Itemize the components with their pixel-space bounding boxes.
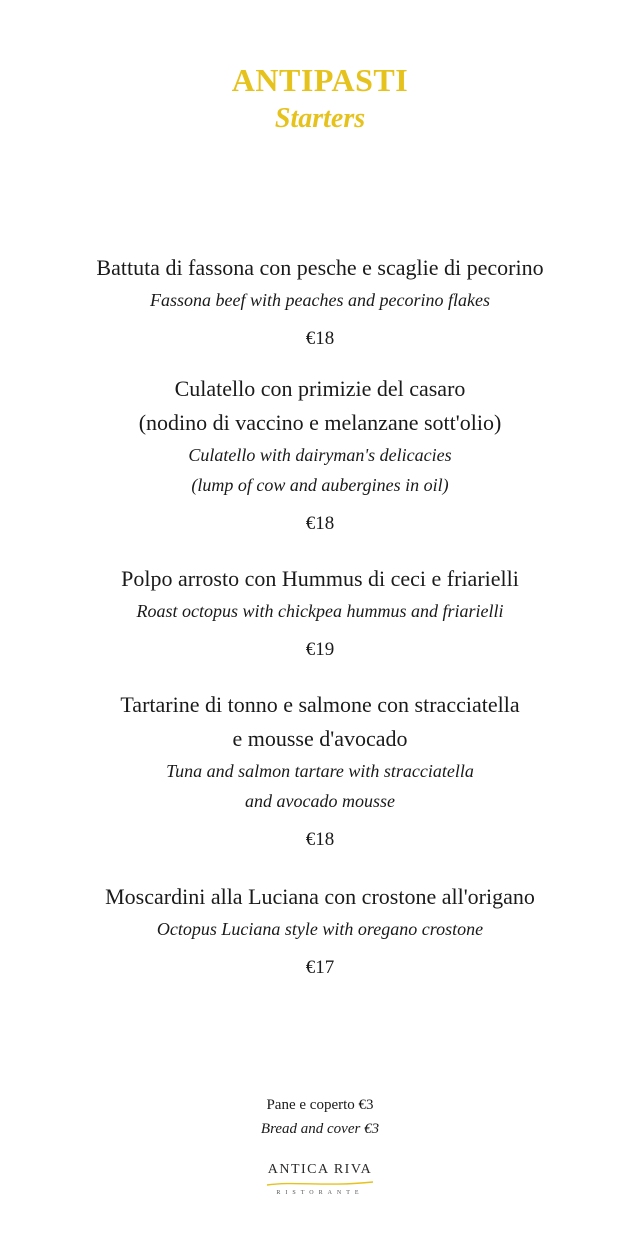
menu-item — [0, 372, 640, 539]
dish-price: €19 — [305, 639, 335, 660]
menu-item — [0, 688, 640, 855]
cover-charge-italian: Pane e coperto €3 — [266, 1097, 374, 1113]
menu-item — [0, 562, 640, 665]
logo-name: ANTICA RIVA — [267, 1162, 373, 1177]
menu-header — [0, 60, 640, 136]
dish-name-italian: Moscardini alla Luciana con crostone all'origano — [105, 884, 535, 909]
dish-price: €18 — [305, 513, 335, 534]
cover-charge — [0, 1093, 640, 1141]
dish-name-english: Tuna and salmon tartare with stracciatella — [166, 761, 474, 781]
dish-name-english: Roast octopus with chickpea hummus and friarielli — [136, 601, 504, 621]
dish-price: €17 — [305, 957, 335, 978]
dish-name-italian-line2: e mousse d'avocado — [232, 726, 408, 751]
dish-price: €18 — [305, 328, 335, 349]
menu-item — [0, 880, 640, 983]
dish-name-english-line2: (lump of cow and aubergines in oil) — [191, 475, 449, 495]
dish-name-italian: Culatello con primizie del casaro — [174, 376, 466, 401]
logo-subtitle: RISTORANTE — [276, 1190, 364, 1196]
dish-name-english: Culatello with dairyman's delicacies — [188, 445, 452, 465]
dish-name-english: Fassona beef with peaches and pecorino flakes — [150, 290, 490, 310]
restaurant-logo — [260, 1160, 380, 1205]
section-title: ANTIPASTI — [231, 62, 409, 98]
cover-charge-english: Bread and cover €3 — [260, 1121, 380, 1137]
dish-name-english: Octopus Luciana style with oregano crostone — [156, 919, 484, 939]
dish-price: €18 — [305, 829, 335, 850]
menu-item — [0, 251, 640, 354]
dish-name-english-line2: and avocado mousse — [245, 791, 395, 811]
dish-name-italian-line2: (nodino di vaccino e melanzane sott'olio) — [138, 410, 502, 435]
section-subtitle: Starters — [274, 103, 366, 134]
logo-swoosh-icon — [265, 1180, 375, 1188]
dish-name-italian: Tartarine di tonno e salmone con stracciatella — [120, 692, 520, 717]
dish-name-italian: Polpo arrosto con Hummus di ceci e friarielli — [121, 566, 519, 591]
dish-name-italian: Battuta di fassona con pesche e scaglie di pecorino — [96, 255, 544, 280]
